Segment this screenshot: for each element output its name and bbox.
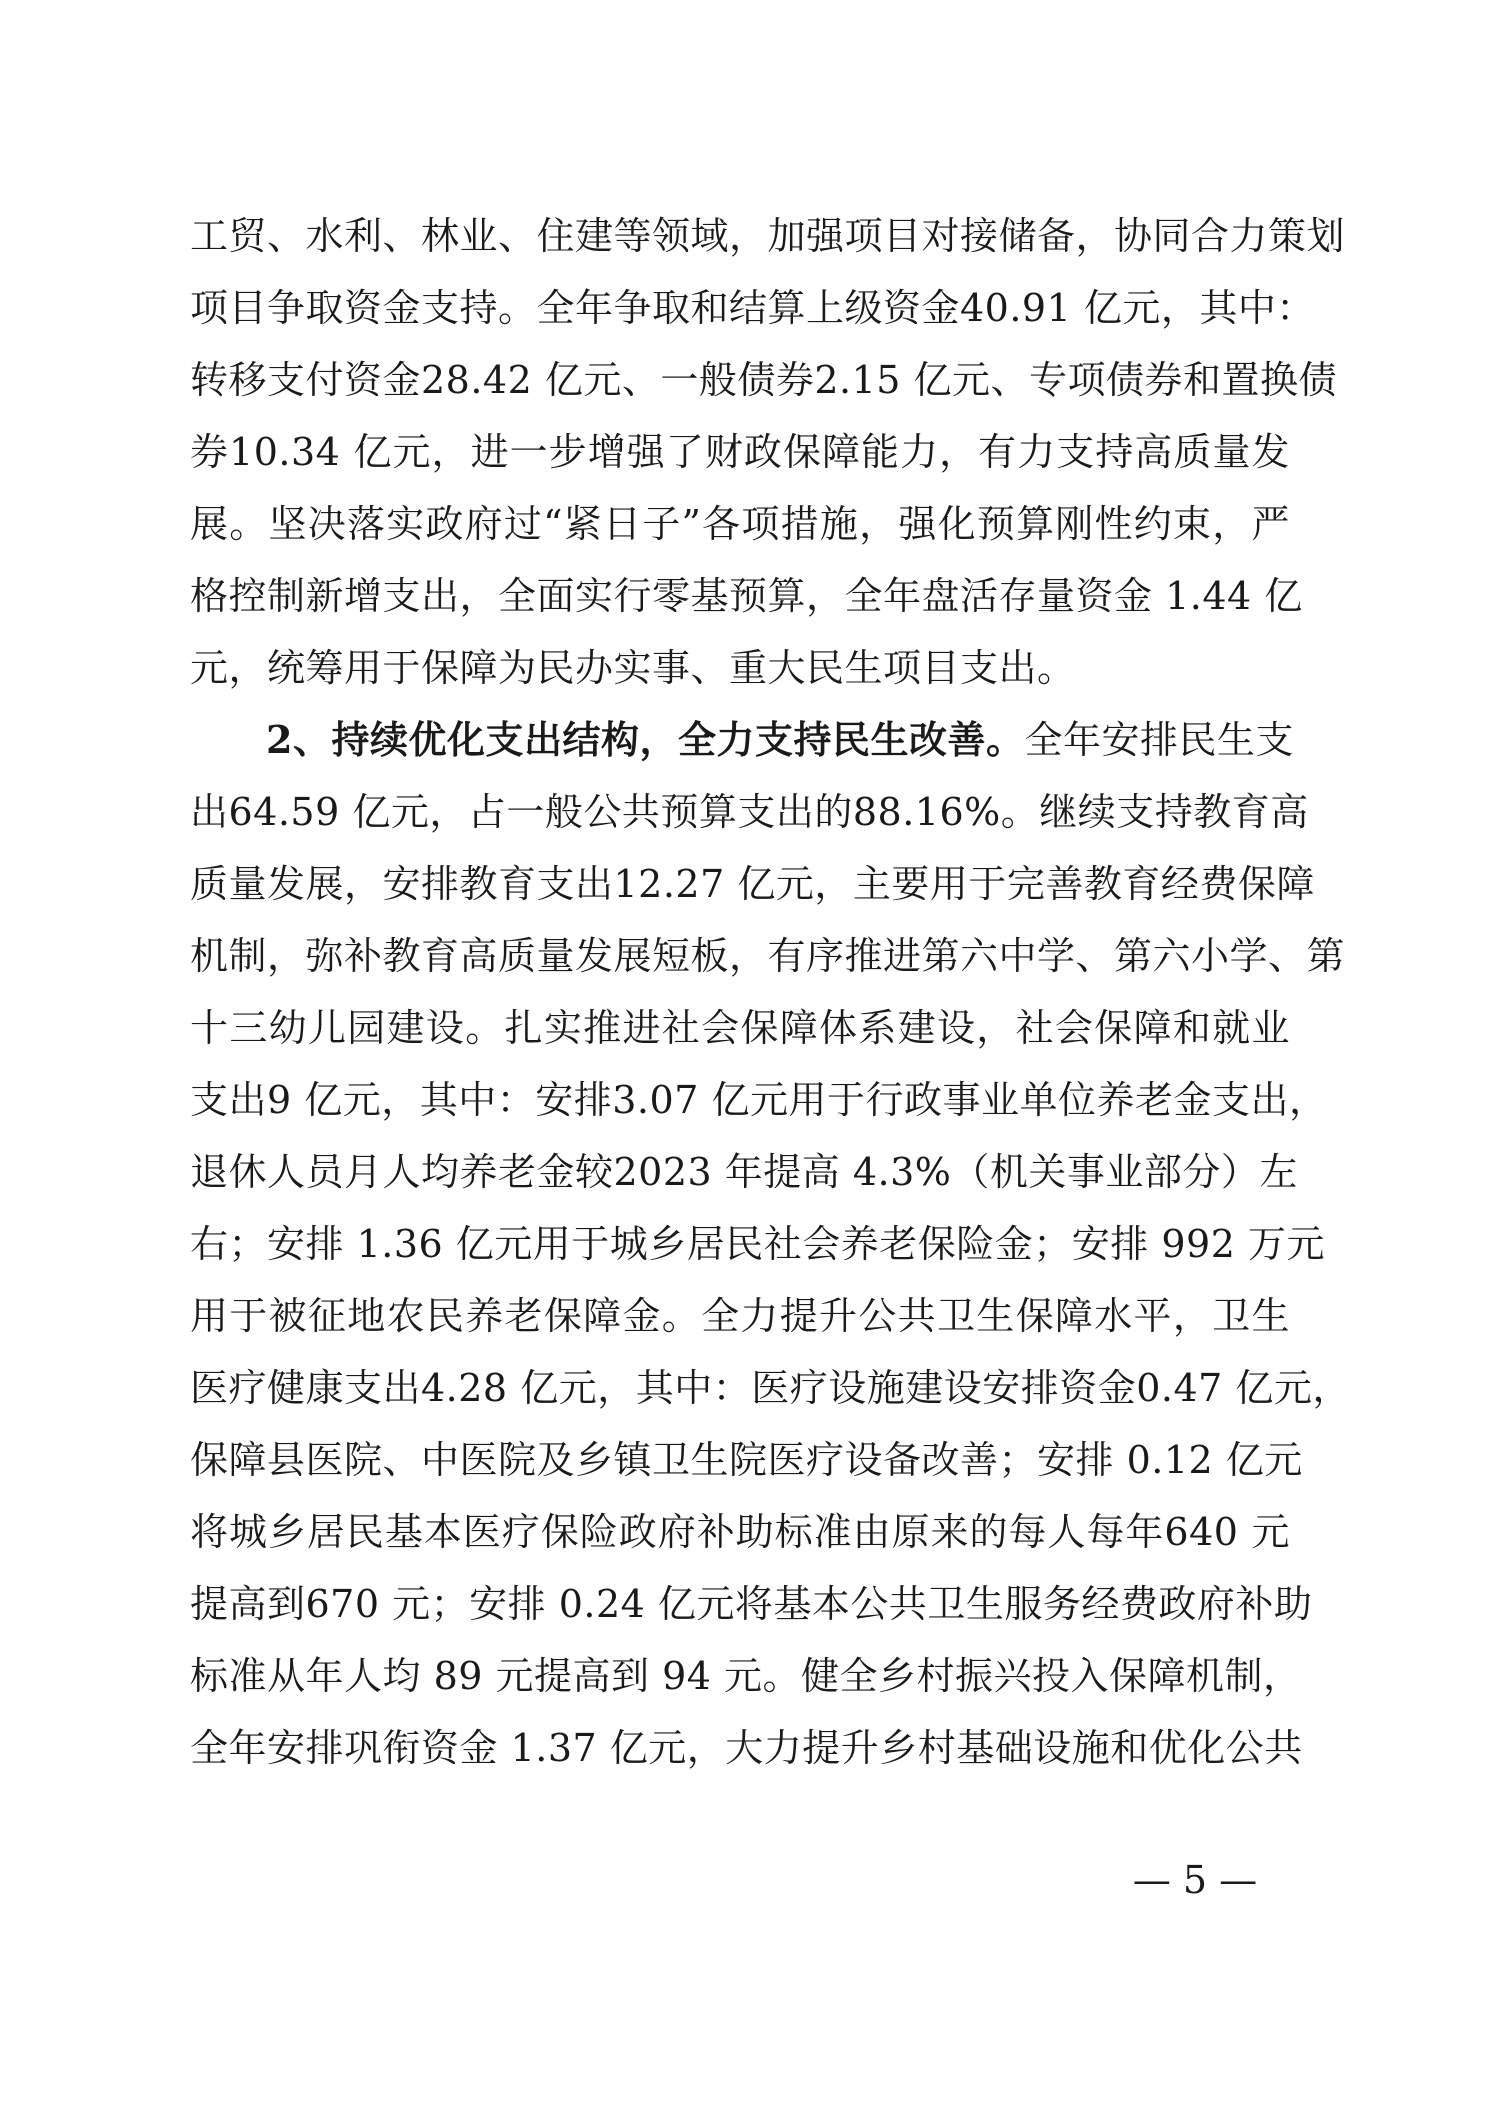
text-line: 全年安排巩衔资金 1.37 亿元，大力提升乡村基础设施和优化公共 <box>190 1726 1303 1770</box>
text-line: 出64.59 亿元，占一般公共预算支出的88.16%。继续支持教育高 <box>190 790 1309 834</box>
text-line: 医疗健康支出4.28 亿元，其中：医疗设施建设安排资金0.47 亿元， <box>190 1366 1351 1410</box>
text-line: 保障县医院、中医院及乡镇卫生院医疗设备改善；安排 0.12 亿元 <box>190 1438 1303 1482</box>
page-number: — 5 — <box>1132 1858 1258 1902</box>
text-line-first <box>190 704 1294 776</box>
text-line: 机制，弥补教育高质量发展短板，有序推进第六中学、第六小学、第 <box>190 934 1346 978</box>
text-line: 转移支付资金28.42 亿元、一般债券2.15 亿元、专项债券和置换债 <box>190 358 1338 402</box>
text-line: 用于被征地农民养老保障金。全力提升公共卫生保障水平，卫生 <box>190 1294 1290 1338</box>
document-body <box>190 200 1351 1784</box>
text-line: 元，统筹用于保障为民办实事、重大民生项目支出。 <box>190 646 1076 690</box>
text-line: 右；安排 1.36 亿元用于城乡居民社会养老保险金；安排 992 万元 <box>190 1222 1325 1266</box>
text-line: 支出9 亿元，其中：安排3.07 亿元用于行政事业单位养老金支出， <box>190 1078 1328 1122</box>
text-line: 十三幼儿园建设。扎实推进社会保障体系建设，社会保障和就业 <box>190 1006 1290 1050</box>
text-line: 将城乡居民基本医疗保险政府补助标准由原来的每人每年640 元 <box>190 1510 1290 1554</box>
paragraph-livelihood <box>190 704 1351 1784</box>
text-line: 格控制新增支出，全面实行零基预算，全年盘活存量资金 1.44 亿 <box>190 574 1303 618</box>
text-line: 退休人员月人均养老金较2023 年提高 4.3%（机关事业部分）左 <box>190 1150 1298 1194</box>
text-line: 券10.34 亿元，进一步增强了财政保障能力，有力支持高质量发 <box>190 430 1290 474</box>
paragraph-funding <box>190 200 1346 704</box>
text-line: 展。坚决落实政府过“紧日子”各项措施，强化预算刚性约束，严 <box>190 502 1290 546</box>
text-line: 标准从年人均 89 元提高到 94 元。健全乡村振兴投入保障机制， <box>190 1654 1302 1698</box>
text-line: 工贸、水利、林业、住建等领域，加强项目对接储备，协同合力策划 <box>190 214 1346 258</box>
text-line: 质量发展，安排教育支出12.27 亿元，主要用于完善教育经费保障 <box>190 862 1315 906</box>
section-heading: 2、持续优化支出结构，全力支持民生改善。 <box>266 717 1025 762</box>
text-line: 项目争取资金支持。全年争取和结算上级资金40.91 亿元，其中： <box>190 286 1315 330</box>
text-line-rest: 全年安排民生支 <box>1024 718 1294 762</box>
text-line: 提高到670 元；安排 0.24 亿元将基本公共卫生服务经费政府补助 <box>190 1582 1313 1626</box>
